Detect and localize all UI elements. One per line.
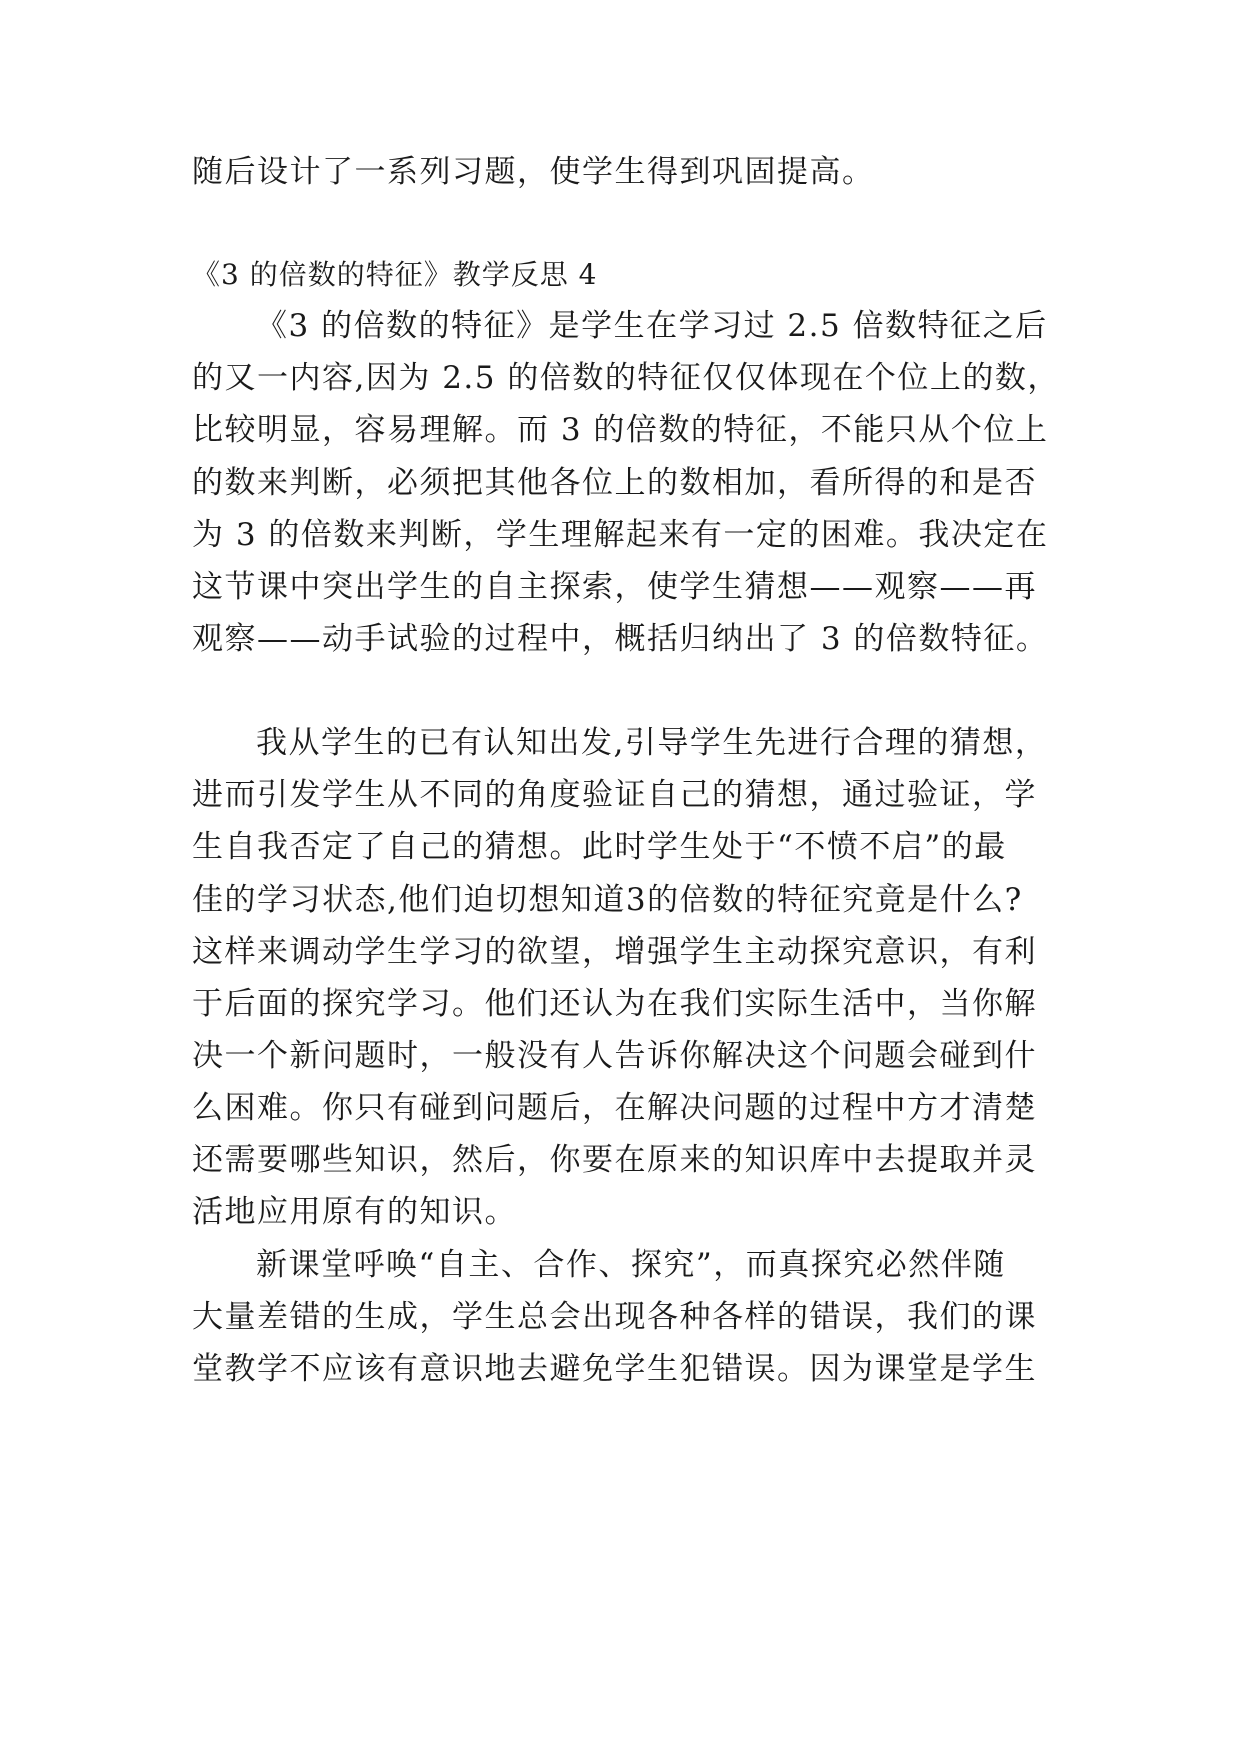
paragraph-line: 生自我否定了自己的猜想。此时学生处于“不愤不启”的最: [192, 829, 1007, 865]
paragraph-line: 的又一内容,因为 2.5 的倍数的特征仅仅体现在个位上的数，: [192, 360, 1060, 396]
paragraph-line: 观察——动手试验的过程中，概括归纳出了 3 的倍数特征。: [192, 621, 1049, 657]
paragraph-line: 新课堂呼唤“自主、合作、探究”，而真探究必然伴随: [256, 1247, 1006, 1283]
paragraph-line: 么困难。你只有碰到问题后，在解决问题的过程中方才清楚: [192, 1090, 1037, 1126]
paragraph-line: 大量差错的生成，学生总会出现各种各样的错误，我们的课: [192, 1299, 1037, 1335]
paragraph-line: 堂教学不应该有意识地去避免学生犯错误。因为课堂是学生: [192, 1351, 1037, 1387]
paragraph-line: 于后面的探究学习。他们还认为在我们实际生活中，当你解: [192, 986, 1037, 1022]
paragraph-line: 我从学生的已有认知出发,引导学生先进行合理的猜想，: [256, 725, 1048, 761]
paragraph-line: 还需要哪些知识，然后，你要在原来的知识库中去提取并灵: [192, 1142, 1037, 1178]
paragraph-line: 的数来判断，必须把其他各位上的数相加，看所得的和是否: [192, 465, 1037, 501]
paragraph-line: 为 3 的倍数来判断，学生理解起来有一定的困难。我决定在: [192, 517, 1049, 553]
paragraph-line: 佳的学习状态,他们迫切想知道3的倍数的特征究竟是什么?: [192, 882, 1023, 918]
paragraph-line: 《3 的倍数的特征》是学生在学习过 2.5 倍数特征之后: [256, 308, 1048, 344]
paragraph-line: 决一个新问题时，一般没有人告诉你解决这个问题会碰到什: [192, 1038, 1037, 1074]
paragraph-line: 进而引发学生从不同的角度验证自己的猜想，通过验证，学: [192, 777, 1037, 813]
paragraph-line: 活地应用原有的知识。: [192, 1194, 517, 1230]
section-heading: 《3 的倍数的特征》教学反思 4: [192, 258, 598, 291]
intro-line: 随后设计了一系列习题，使学生得到巩固提高。: [192, 154, 875, 190]
paragraph-line: 这样来调动学生学习的欲望，增强学生主动探究意识，有利: [192, 934, 1037, 970]
paragraph-line: 这节课中突出学生的自主探索，使学生猜想——观察——再: [192, 569, 1037, 605]
paragraph-line: 比较明显，容易理解。而 3 的倍数的特征，不能只从个位上: [192, 412, 1049, 448]
